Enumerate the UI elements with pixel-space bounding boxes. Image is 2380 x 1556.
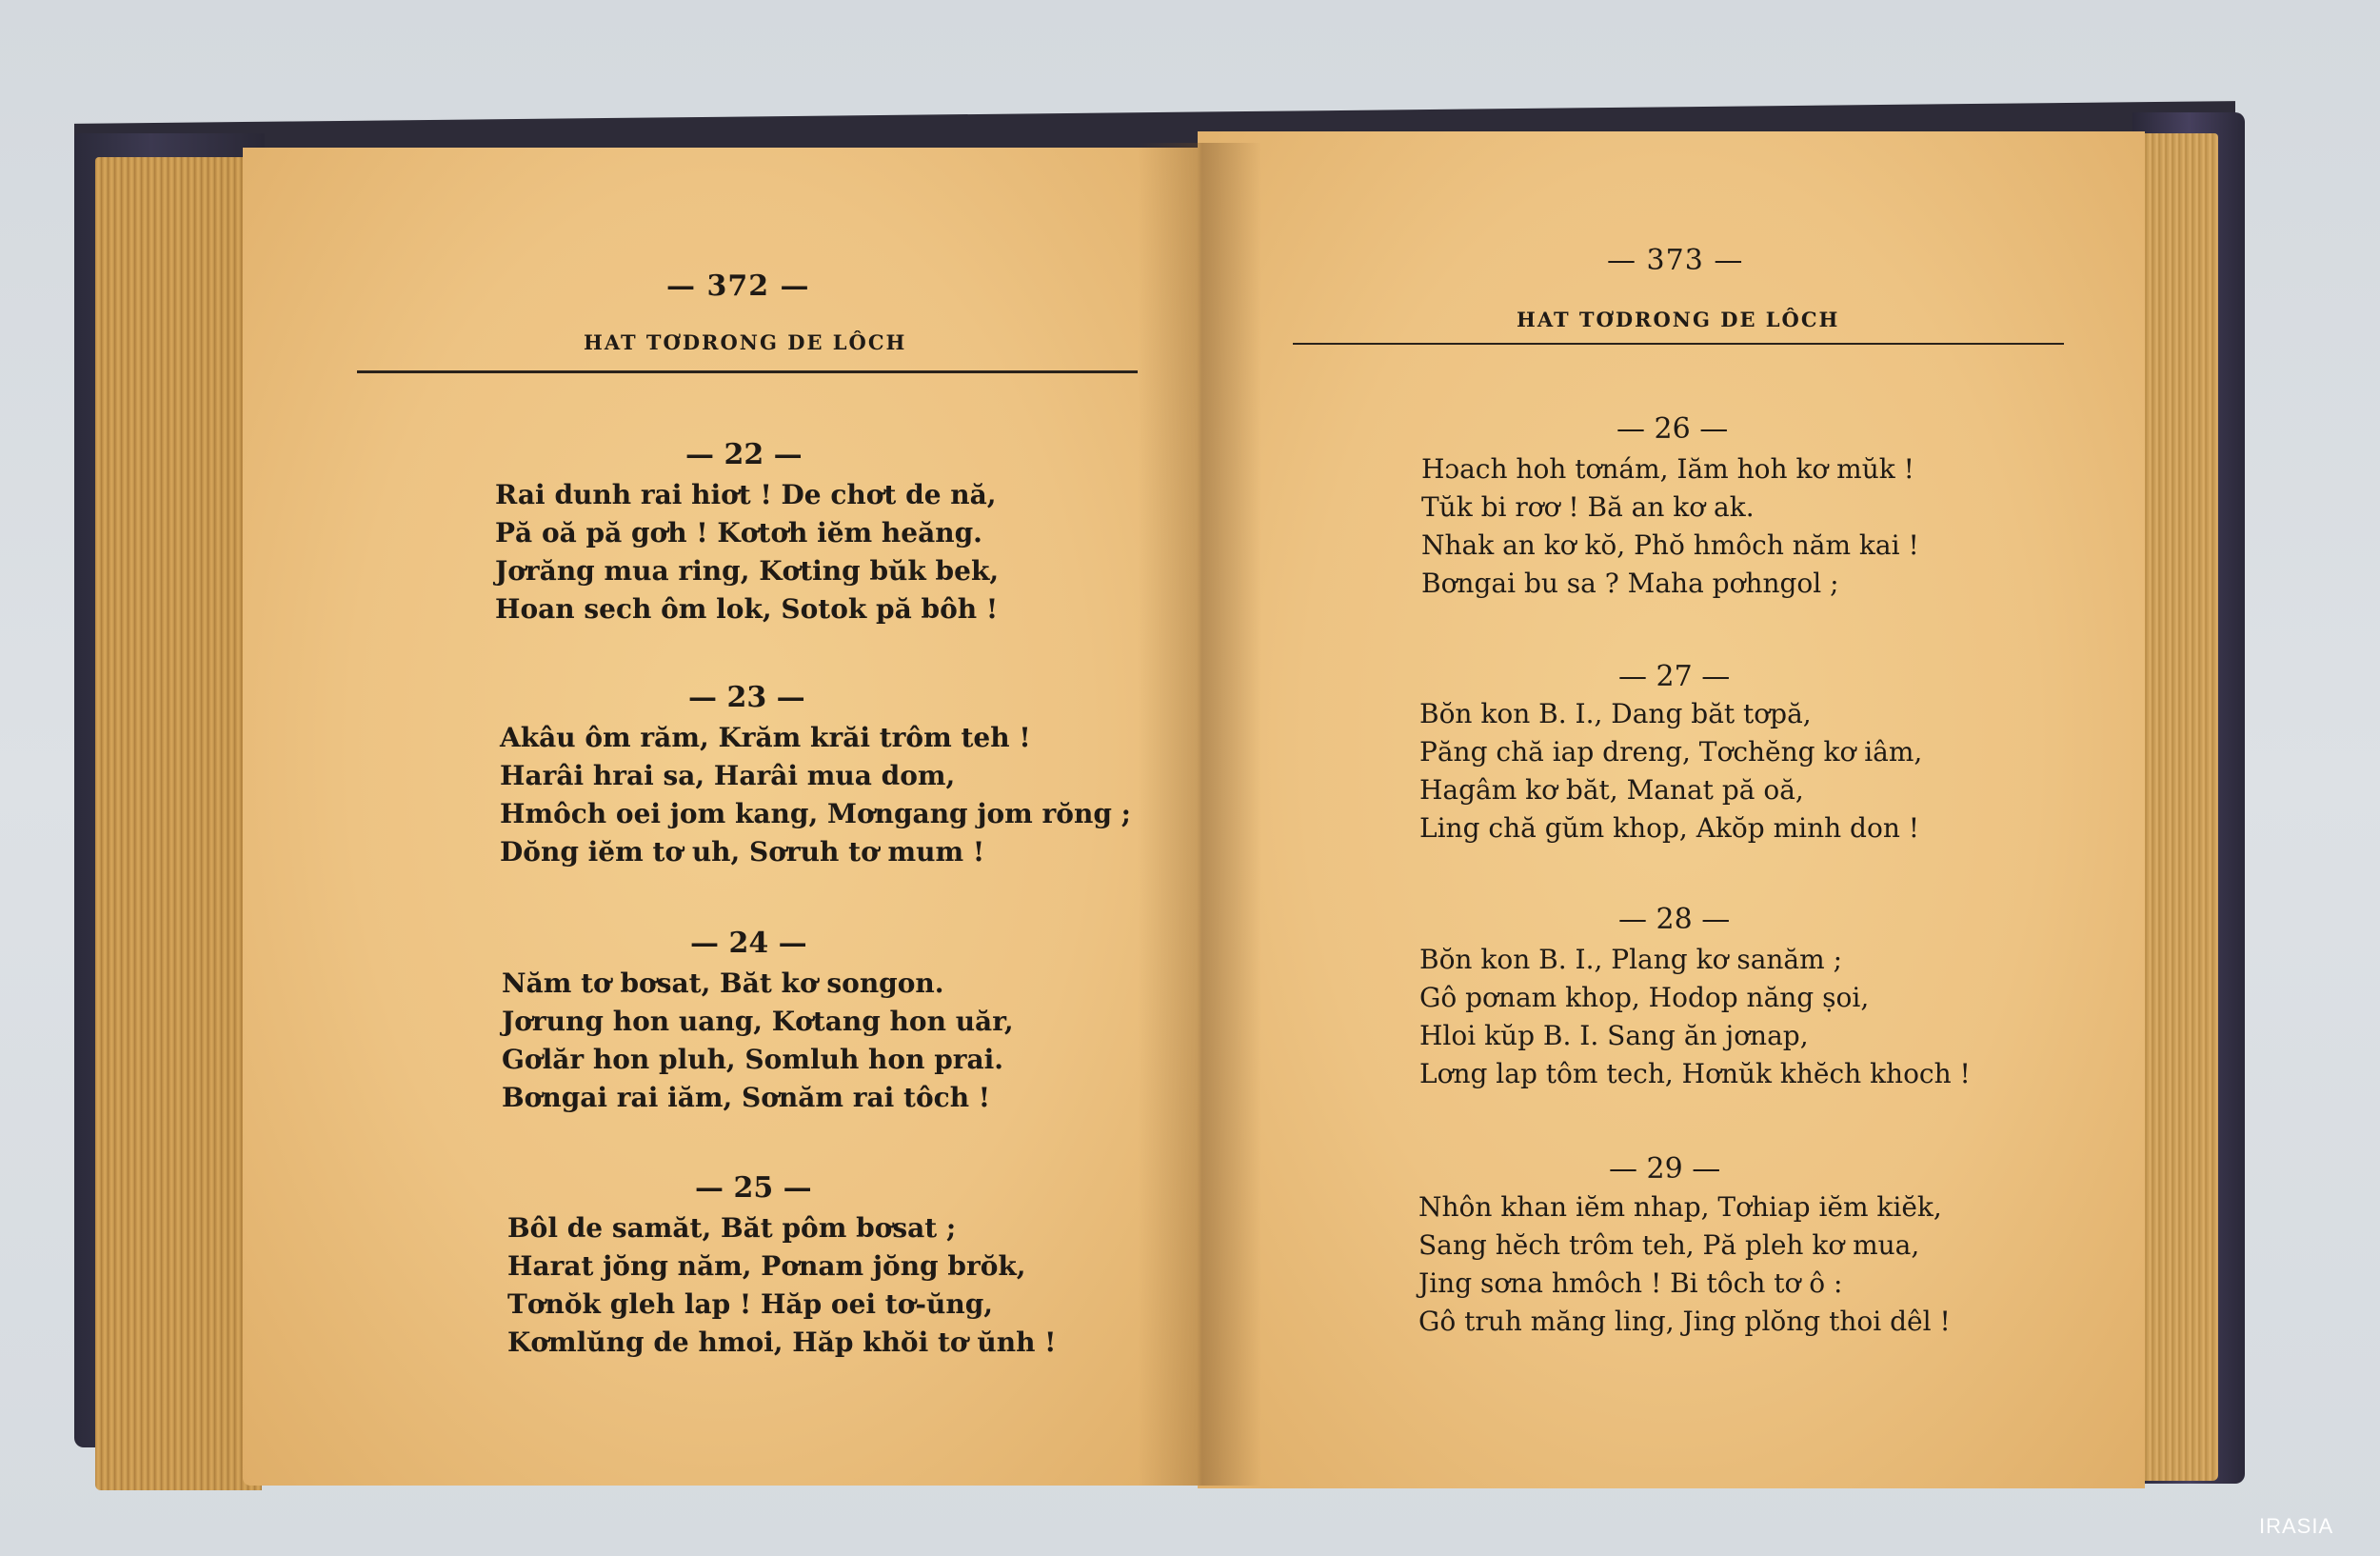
verse-line: Jơrăng mua ring, Kơting bŭk bek, <box>495 555 1000 587</box>
stanza-number: — 29 — <box>1609 1152 1721 1186</box>
stanza-26 <box>1421 450 1919 603</box>
verse-line: Hagâm kơ băt, Manat pă oă, <box>1419 774 1804 806</box>
stanza-22 <box>495 476 999 628</box>
verse-line: Dŏng iĕm tơ uh, Sơruh tơ mum ! <box>500 836 985 868</box>
stanza-number: — 22 — <box>685 438 803 471</box>
verse-line: Sang hĕch trôm teh, Pă pleh kơ mua, <box>1418 1229 1920 1261</box>
stanza-28 <box>1419 941 1971 1093</box>
left-header-rule <box>357 370 1138 373</box>
verse-line: Bŏn kon B. I., Dang băt tơpă, <box>1419 698 1812 729</box>
verse-line: Harâi hrai sa, Harâi mua dom, <box>500 760 956 791</box>
stanza-23 <box>500 719 1131 871</box>
right-page <box>1198 131 2145 1488</box>
verse-line: Gơlăr hon pluh, Somluh hon prai. <box>502 1044 1004 1075</box>
verse-line: Akâu ôm răm, Krăm krăi trôm teh ! <box>500 722 1031 753</box>
verse-line: Nhôn khan iĕm nhap, Tơhiap iĕm kiĕk, <box>1418 1191 1942 1223</box>
verse-line: Bơngai bu sa ? Maha pơhngol ; <box>1421 568 1839 599</box>
book-gutter <box>1138 143 1261 1486</box>
verse-line: Lơng lap tôm tech, Hơnŭk khĕch khoch ! <box>1419 1058 1971 1089</box>
right-header-rule <box>1293 343 2064 345</box>
verse-line: Jơrung hon uang, Kơtang hon uăr, <box>502 1006 1014 1037</box>
stanza-number: — 26 — <box>1616 412 1729 446</box>
stanza-29 <box>1418 1188 1951 1341</box>
verse-line: Tŭk bi rơơ ! Bă an kơ ak. <box>1421 491 1755 523</box>
stanza-25 <box>507 1209 1056 1362</box>
verse-line: Kơmlŭng de hmoi, Hăp khŏi tơ ŭnh ! <box>507 1327 1057 1358</box>
left-running-head: HAT TƠDRONG DE LÔCH <box>584 330 907 354</box>
verse-line: Hoan sech ôm lok, Sotok pă bôh ! <box>495 593 999 625</box>
stanza-number: — 28 — <box>1618 903 1731 936</box>
page-edges-left <box>95 157 262 1490</box>
verse-line: Pă oă pă gơh ! Kơtơh iĕm heăng. <box>495 517 982 549</box>
watermark: IRASIA <box>2259 1514 2334 1538</box>
stanza-number: — 27 — <box>1618 660 1731 693</box>
verse-line: Gô pơnam khop, Hodop năng ṣoi, <box>1419 982 1870 1013</box>
verse-line: Rai dunh rai hiơt ! De chơt de nă, <box>495 479 997 510</box>
stanza-number: — 24 — <box>690 927 807 960</box>
verse-line: Hɔach hoh tơnám, Iăm hoh kơ mŭk ! <box>1421 453 1914 485</box>
left-page-number: — 372 — <box>666 269 810 303</box>
left-page <box>243 148 1200 1486</box>
right-page-number: — 373 — <box>1607 244 1744 277</box>
verse-line: Gô truh măng ling, Jing plŏng thoi dêl ! <box>1418 1306 1951 1337</box>
verse-line: Harat jŏng năm, Pơnam jŏng brŏk, <box>507 1250 1026 1282</box>
verse-line: Bơngai rai iăm, Sơnăm rai tôch ! <box>502 1082 991 1113</box>
verse-line: Jing sơna hmôch ! Bi tôch tơ ô : <box>1418 1267 1843 1299</box>
verse-line: Hloi kŭp B. I. Sang ăn jơnap, <box>1419 1020 1809 1051</box>
verse-line: Hmôch oei jom kang, Mơngang jom rŏng ; <box>500 798 1132 829</box>
right-running-head: HAT TƠDRONG DE LÔCH <box>1517 308 1840 331</box>
verse-line: Bŏn kon B. I., Plang kơ sanăm ; <box>1419 944 1843 975</box>
verse-line: Ling chă gŭm khop, Akŏp minh don ! <box>1419 812 1920 844</box>
stanza-24 <box>502 965 1014 1117</box>
stanza-27 <box>1419 695 1922 848</box>
verse-line: Năm tơ bơsat, Băt kơ songon. <box>502 968 944 999</box>
verse-line: Bôl de samăt, Băt pôm bơsat ; <box>507 1212 957 1244</box>
stanza-number: — 25 — <box>695 1171 812 1205</box>
verse-line: Păng chă iap dreng, Tơchĕng kơ iâm, <box>1419 736 1923 768</box>
verse-line: Nhak an kơ kŏ, Phŏ hmôch năm kai ! <box>1421 529 1919 561</box>
stanza-number: — 23 — <box>688 681 805 714</box>
verse-line: Tơnŏk gleh lap ! Hăp oei tơ-ŭng, <box>507 1288 994 1320</box>
